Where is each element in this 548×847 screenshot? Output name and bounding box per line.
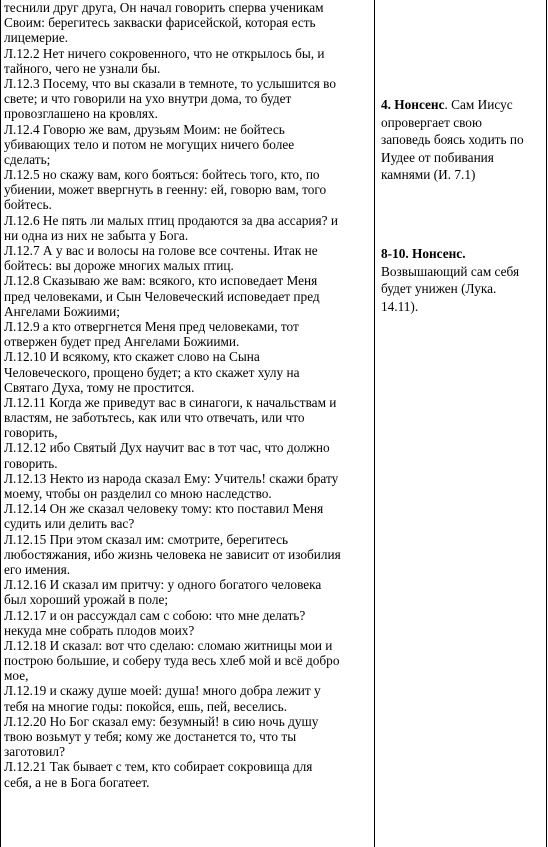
commentary-line: [381, 96, 547, 114]
verse-line: Л.12.10 И всякому, кто скажет слово на Сына: [4, 349, 260, 365]
verse-line: Л.12.15 При этом сказал им: смотрите, берегитесь: [4, 531, 289, 547]
verse-line: Л.12.14 Он же сказал человеку тому: кто поставил Меня: [4, 501, 324, 517]
verse-line: Л.12.21 Так бывает с тем, кто собирает сокровища для: [4, 759, 313, 775]
verse-line: построю большие, и соберу туда весь хлеб мой и всё добро: [4, 653, 340, 669]
verse-line: Л.12.16 И сказал им притчу: у одного богатого человека: [4, 577, 322, 593]
verse-line: заготовил?: [4, 744, 65, 760]
verse-line: Л.12.3 Посему, что вы сказали в темноте, то услышится во: [4, 75, 337, 91]
verse-line: отвержен будет пред Ангелами Божиими.: [4, 334, 240, 350]
verse-line: убивающих тело и потом не могущих ничего более: [4, 136, 295, 152]
verse-line: бойтесь.: [4, 197, 52, 213]
verse-line: Своим: берегитесь закваски фарисейской, которая есть: [4, 15, 316, 31]
verse-line: убиении, может ввергнуть в геенну: ей, говорю вам, того: [4, 182, 327, 198]
verse-line: Л.12.8 Сказываю же вам: всякого, кто исповедает Меня: [4, 273, 318, 289]
commentary-note-2: [381, 245, 547, 315]
commentary-line: опровергает свою: [381, 114, 482, 130]
verse-line: Л.12.5 но скажу вам, кого бояться: бойтесь того, кто, по: [4, 167, 320, 183]
verse-line: Святаго Духа, тому не простится.: [4, 379, 195, 395]
verse-line: Л.12.7 А у вас и волосы на голове все сочтены. Итак не: [4, 243, 318, 258]
commentary-line: будет унижен (Лука.: [381, 281, 497, 297]
verse-line: Л.12.2 Нет ничего сокровенного, что не открылось бы, и: [4, 45, 325, 61]
verse-line: теснили друг друга, Он начал говорить сперва ученикам: [4, 0, 324, 15]
verse-line: властям, не заботьтесь, как или что отвечать, или что: [4, 410, 305, 426]
table-border-left: [0, 0, 1, 847]
verse-line: Л.12.17 и он рассуждал сам с собою: что мне делать?: [4, 607, 306, 623]
verse-line: Человеческого, прощено будет; а кто скажет хулу на: [4, 364, 300, 380]
commentary-line: заповедь боясь ходить по: [381, 132, 524, 148]
verse-line: был хороший урожай в поле;: [4, 592, 169, 608]
commentary-line: 14.11).: [381, 298, 419, 314]
verse-line: говорить.: [4, 455, 58, 471]
verse-line: Л.12.11 Когда же приведут вас в синагоги, к начальствам и: [4, 394, 337, 410]
commentary-text: . Сам Иисус: [444, 97, 513, 112]
verse-line: Ангелами Божиими;: [4, 303, 120, 319]
verse-line: бойтесь: вы дороже многих малых птиц.: [4, 258, 234, 274]
commentary-note-1: [381, 96, 547, 184]
verse-line: Л.12.13 Некто из народа сказал Ему: Учитель! скажи брату: [4, 470, 339, 486]
verse-line: себя, а не в Бога богатеет.: [4, 774, 150, 790]
verse-line: любостяжания, ибо жизнь человека не зависит от изобилия: [4, 546, 341, 562]
verse-line: тайного, чего не узнали бы.: [4, 60, 161, 76]
verse-line: Л.12.4 Говорю же вам, друзьям Моим: не бойтесь: [4, 121, 285, 137]
verse-line: некуда мне собрать плодов моих?: [4, 622, 195, 638]
verse-line: его имения.: [4, 561, 71, 577]
verse-line: Л.12.12 ибо Святый Дух научит вас в тот час, что должно: [4, 440, 330, 456]
table-column-divider: [374, 0, 375, 847]
verse-line: моему, чтобы он разделил со мною наследство.: [4, 486, 272, 501]
scripture-text-column: [4, 0, 372, 790]
commentary-line: камнями (И. 7.1): [381, 167, 476, 183]
commentary-line: Возвышающий сам себя: [381, 263, 520, 279]
verse-line: пред человеками, и Сын Человеческий исповедает пред: [4, 288, 320, 304]
verse-line: Л.12.9 а кто отвергнется Меня пред человеками, тот: [4, 318, 299, 334]
verse-line: Л.12.20 Но Бог сказал ему: безумный! в сию ночь душу: [4, 713, 319, 729]
verse-line: Л.12.18 И сказал: вот что сделаю: сломаю житницы мои и: [4, 637, 333, 653]
verse-line: судить или делить вас?: [4, 516, 135, 532]
verse-line: говорить,: [4, 425, 58, 441]
verse-line: Л.12.19 и скажу душе моей: душа! много добра лежит у: [4, 683, 321, 699]
commentary-label: 4. Нонсенс: [381, 97, 445, 112]
verse-line: ни одна из них не забыта у Бога.: [4, 227, 189, 243]
verse-line: твою возьмут у тебя; кому же достанется то, что ты: [4, 729, 297, 744]
verse-line: мое,: [4, 668, 29, 684]
verse-line: сделать;: [4, 151, 51, 167]
verse-line: провозглашено на кровлях.: [4, 106, 158, 122]
commentary-line: Иудее от побивания: [381, 149, 494, 165]
verse-line: лицемерие.: [4, 30, 69, 46]
verse-line: тебя на многие годы: покойся, ешь, пей, веселись.: [4, 698, 288, 714]
commentary-label: 8-10. Нонсенс.: [381, 246, 466, 261]
verse-line: свете; и что говорили на ухо внутри дома, то будет: [4, 91, 292, 107]
verse-line: Л.12.6 Не пять ли малых птиц продаются за два ассария? и: [4, 212, 338, 228]
